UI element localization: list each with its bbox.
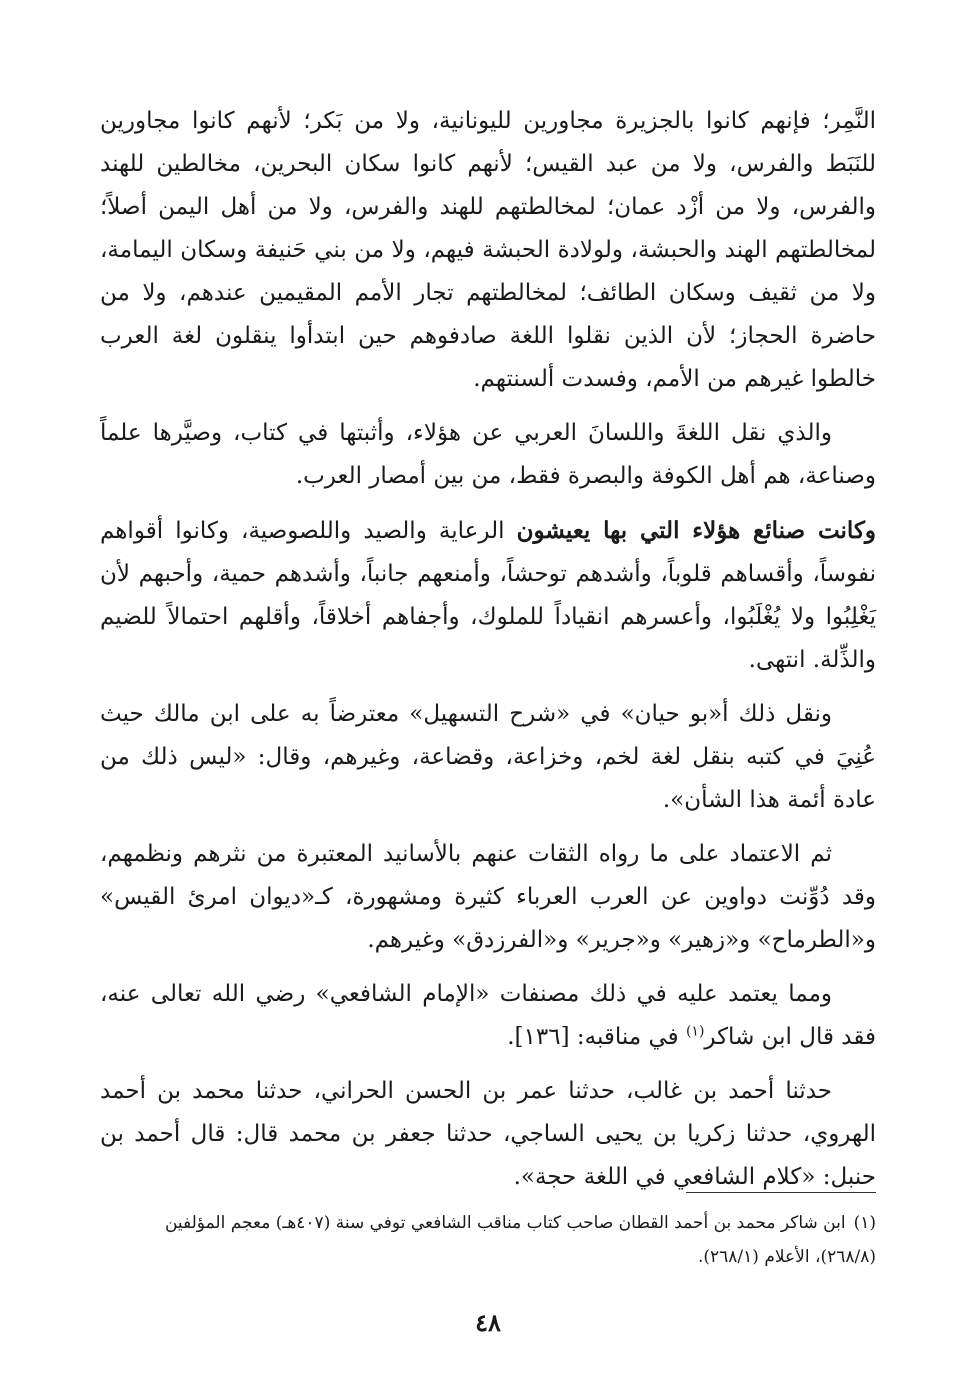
page-body <box>100 100 876 1199</box>
footnote-text: ابن شاكر محمد بن أحمد القطان صاحب كتاب مناقب الشافعي توفي سنة (٤٠٧هـ) معجم المؤلفين (٢٦٨/٨)، الأعلام (٢٦٨/١). <box>164 1213 876 1267</box>
footnote-marker[interactable]: (١) <box>685 1023 705 1040</box>
paragraph-5: ثم الاعتماد على ما رواه الثقات عنهم بالأسانيد المعتبرة من نثرهم ونظمهم، وقد دُوِّنت دواوين عن العرب العرباء كثيرة ومشهورة، كـ«ديوان امرئ القيس» و«الطرماح» و«زهير» و«جرير» و«الفرزدق» وغيرهم. <box>100 841 876 953</box>
paragraph-6-tail: في مناقبه: [١٣٦]. <box>507 1024 679 1050</box>
book-page <box>100 100 876 1337</box>
bold-phrase: وكانت صنائع هؤلاء التي بها يعيشون <box>516 517 876 544</box>
footnote-divider <box>686 1192 876 1193</box>
paragraph-2: والذي نقل اللغةَ واللسانَ العربي عن هؤلاء، وأثبتها في كتاب، وصيَّرها علماً وصناعة، هم أهل الكوفة والبصرة فقط، من بين أمصار العرب. <box>100 420 876 489</box>
paragraph-4: ونقل ذلك أ«بو حيان» في «شرح التسهيل» معترضاً به على ابن مالك حيث عُنِيَ في كتبه بنقل لغة لخم، وخزاعة، وقضاعة، وغيرهم، وقال: «ليس ذلك من عادة أئمة هذا الشأن». <box>100 701 876 813</box>
paragraph-7: حدثنا أحمد بن غالب، حدثنا عمر بن الحسن الحراني، حدثنا محمد بن أحمد الهروي، حدثنا زكريا بن يحيى الساجي، حدثنا جعفر بن محمد قال: قال أحمد بن حنبل: «كلام الشافعي في اللغة حجة». <box>100 1078 876 1190</box>
paragraph-1: النَّمِر؛ فإنهم كانوا بالجزيرة مجاورين لليونانية، ولا من بَكر؛ لأنهم كانوا مجاورين للنَبَط والفرس، ولا من عبد القيس؛ لأنهم كانوا سكان البحرين، مخالطين للهند والفرس، ولا من أزْد عمان؛ لمخالطتهم للهند والفرس، ولا من أهل اليمن أصلاً؛ لمخالطتهم الهند والحبشة، ولولادة الحبشة فيهم، ولا من بني حَنيفة وسكان اليمامة، ولا من ثقيف وسكان الطائف؛ لمخالطتهم تجار الأمم المقيمين عندهم، ولا من حاضرة الحجاز؛ لأن الذين نقلوا اللغة صادفوهم حين ابتدأوا ينقلون لغة العرب خالطوا غيرهم من الأمم، وفسدت ألسنتهم. <box>100 108 876 392</box>
paragraph-6 <box>100 973 876 1059</box>
footnote <box>100 1206 876 1274</box>
paragraph-3 <box>100 509 876 682</box>
paragraph-6-text: ومما يعتمد عليه في ذلك مصنفات «الإمام الشافعي» رضي الله تعالى عنه، فقد قال ابن شاكر <box>100 981 876 1050</box>
page-number: ٤٨ <box>475 1308 501 1337</box>
paragraph-3-text: الرعاية والصيد واللصوصية، وكانوا أقواهم نفوساً، وأقساهم قلوباً، وأشدهم توحشاً، وأمنعهم جانباً، وأشدهم حمية، وأحبهم لأن يَغْلِبُوا ولا يُغْلَبُوا، وأعسرهم انقياداً للملوك، وأجفاهم أخلاقاً، وأقلهم احتمالاً للضيم والذِّلة. انتهى. <box>100 518 876 673</box>
footnote-label: (١) <box>853 1213 876 1233</box>
